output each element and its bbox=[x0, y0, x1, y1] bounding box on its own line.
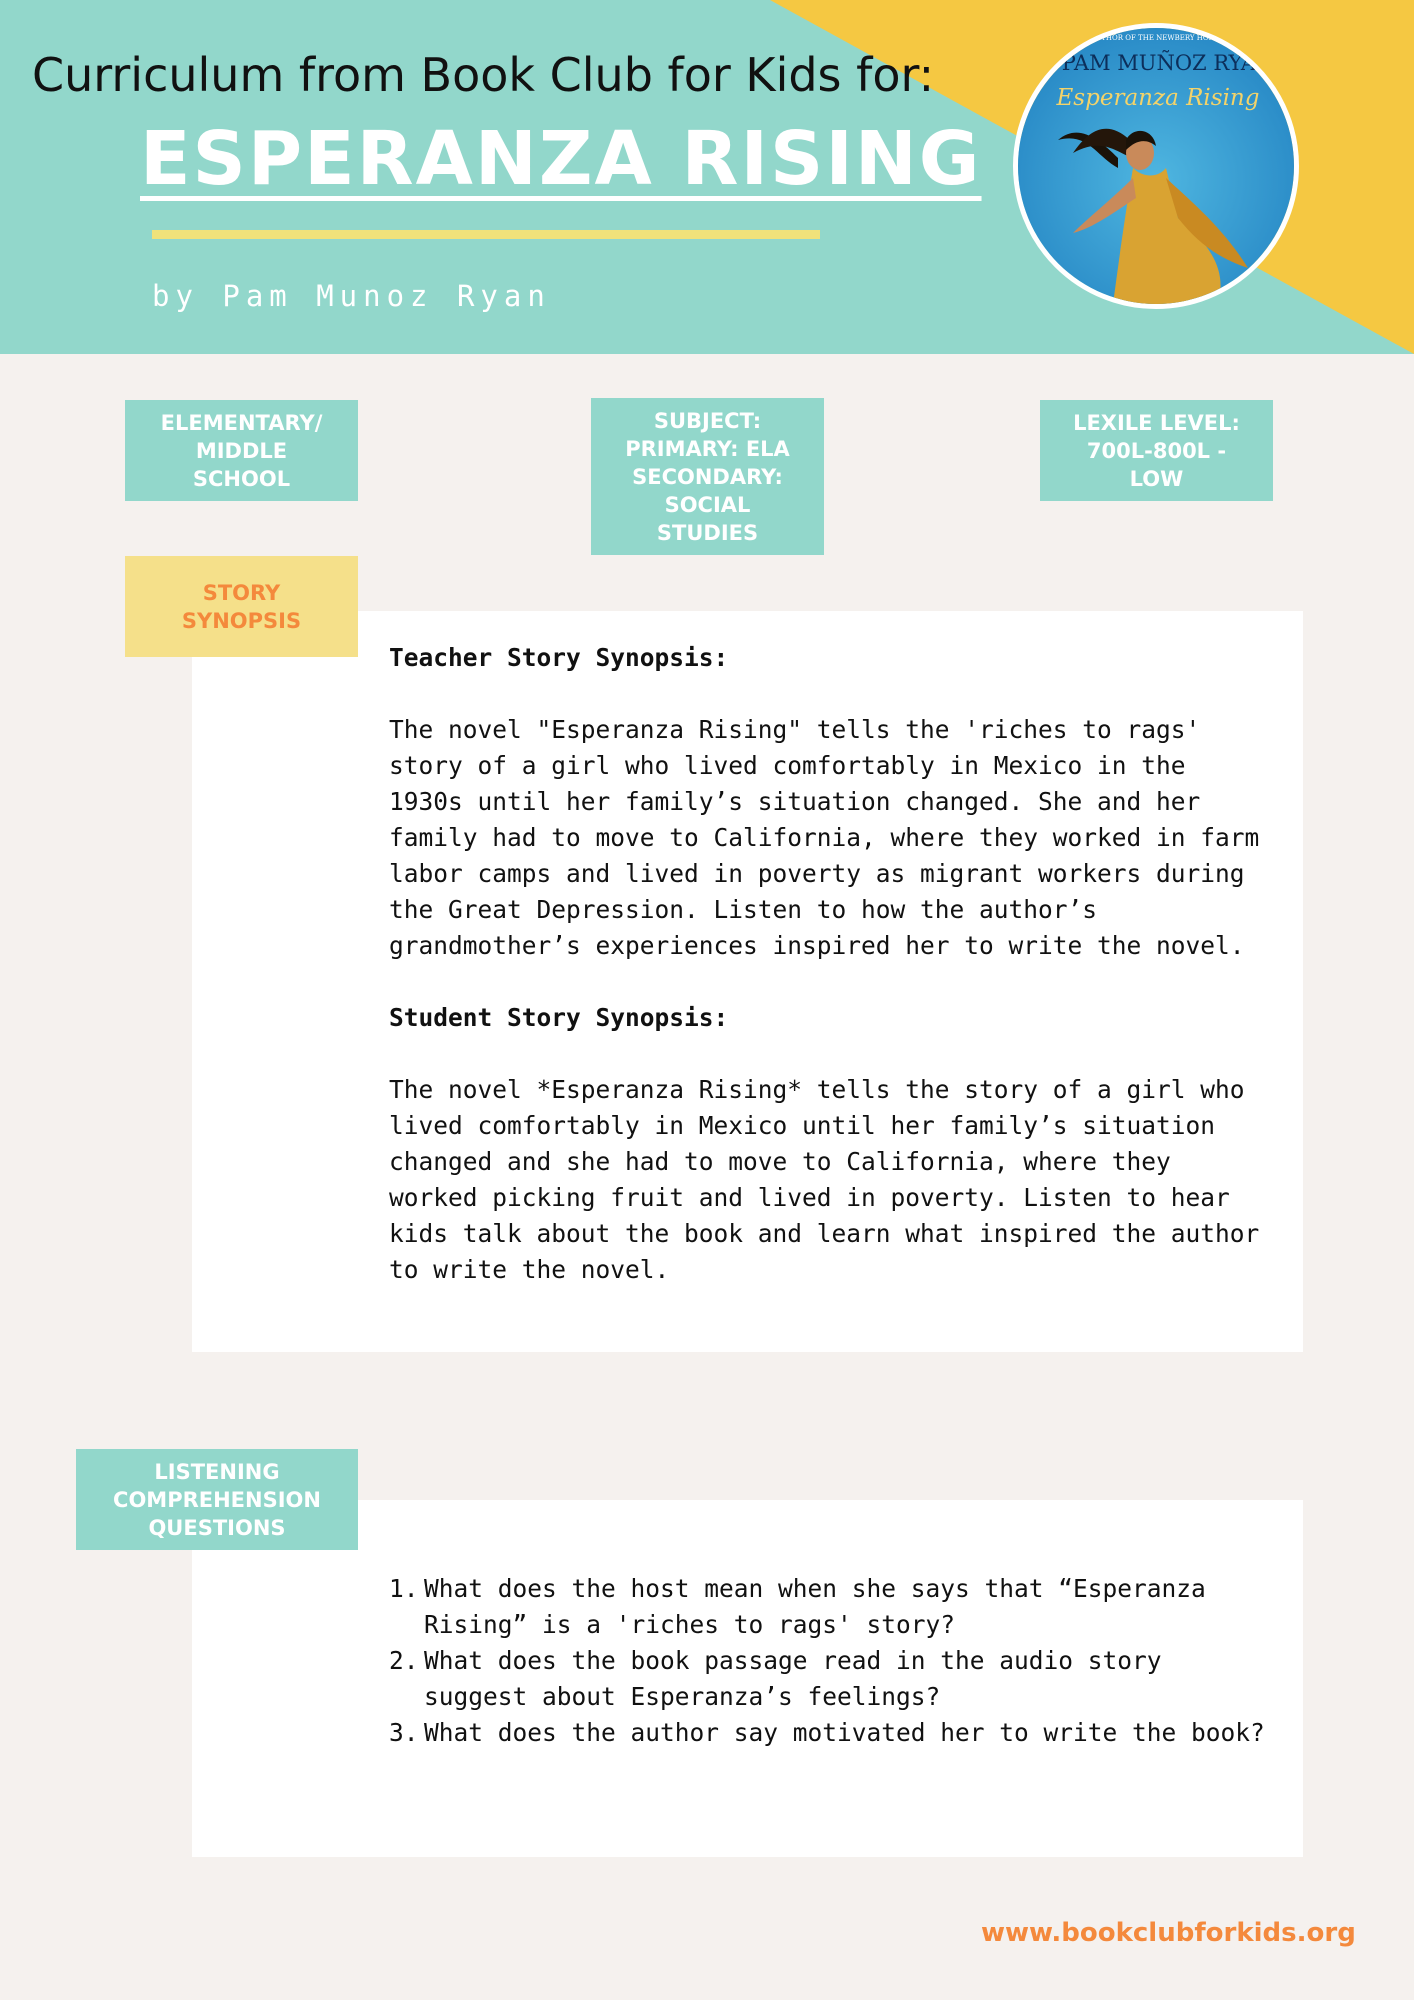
student-synopsis-text: The novel *Esperanza Rising* tells the story of a girl who lived comfortably in Mexico until her family’s situation changed and she had to move to California, where they worked picking fruit and lived in poverty. Listen to hear kids talk about the book and learn what inspired the author to write the novel. bbox=[389, 1075, 1260, 1284]
author-line: by Pam Munoz Ryan bbox=[152, 279, 551, 313]
question-item: 1. What does the host mean when she says that “Esperanza Rising” is a 'riches to rags' story? bbox=[389, 1574, 1206, 1639]
cover-author-text: PAM MUÑOZ RYAN bbox=[1061, 51, 1275, 75]
title-divider bbox=[152, 230, 820, 239]
question-item: 3. What does the author say motivated her to write the book? bbox=[389, 1718, 1265, 1747]
questions-list bbox=[389, 1571, 1269, 1751]
listening-questions-tag: LISTENING COMPREHENSION QUESTIONS bbox=[76, 1449, 358, 1550]
curriculum-line: Curriculum from Book Club for Kids for: bbox=[32, 48, 935, 102]
teacher-synopsis-heading: Teacher Story Synopsis: bbox=[389, 643, 729, 672]
lexile-level-tag: LEXILE LEVEL: 700L-800L - LOW bbox=[1040, 400, 1273, 501]
student-synopsis-heading: Student Story Synopsis: bbox=[389, 1003, 729, 1032]
teacher-synopsis-text: The novel "Esperanza Rising" tells the 'riches to rags' story of a girl who lived comfortably in Mexico in the 1930s until her family’s situation changed. She and her family had to move to California, where they worked in farm labor camps and lived in poverty as migrant workers during the Great Depression. Listen to how the author’s grandmother’s experiences inspired her to write the novel. bbox=[389, 715, 1260, 960]
question-item: 2. What does the book passage read in the audio story suggest about Esperanza’s feelings? bbox=[389, 1646, 1162, 1711]
story-synopsis-tag: STORY SYNOPSIS bbox=[125, 556, 358, 657]
cover-title-text: Esperanza Rising bbox=[1056, 85, 1260, 111]
cover-banner-text: AUTHOR OF THE NEWBERY HONOR bbox=[1090, 34, 1226, 42]
book-cover-image bbox=[1013, 23, 1299, 309]
subject-tag: SUBJECT: PRIMARY: ELA SECONDARY: SOCIAL STUDIES bbox=[591, 398, 824, 555]
website-link[interactable]: www.bookclubforkids.org bbox=[981, 1918, 1356, 1948]
synopsis-section bbox=[389, 640, 1269, 1288]
page-title: ESPERANZA RISING bbox=[140, 116, 982, 202]
grade-level-tag: ELEMENTARY/ MIDDLE SCHOOL bbox=[125, 400, 358, 501]
